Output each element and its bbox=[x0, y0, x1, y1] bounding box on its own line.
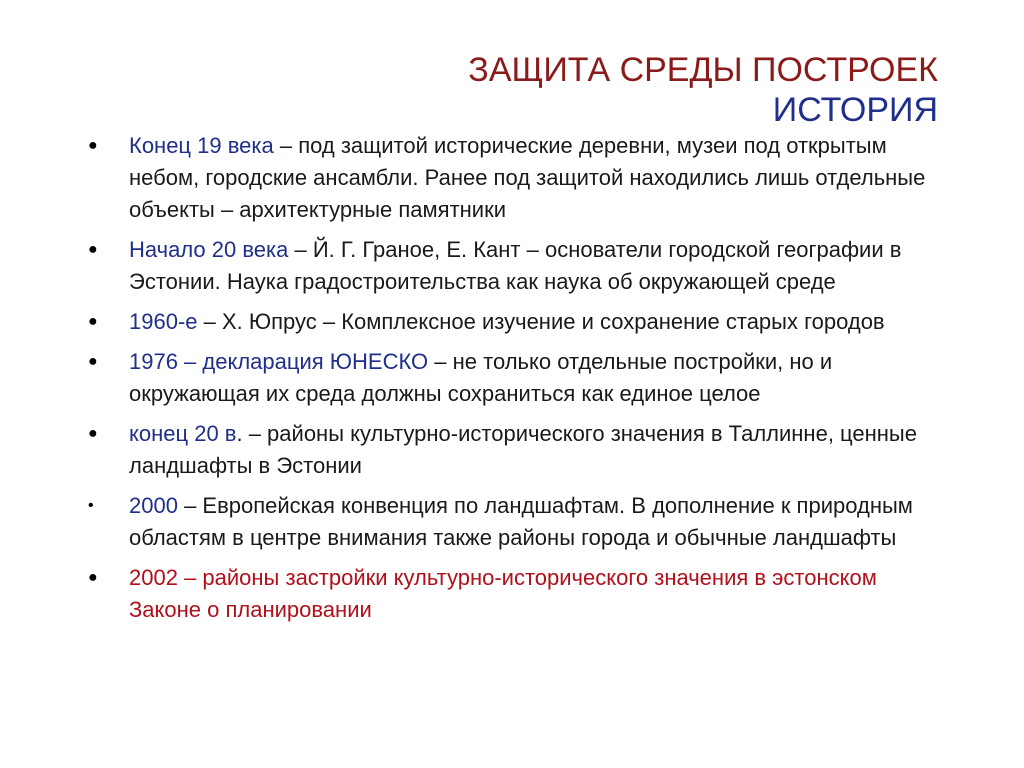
bullet-marker: ● bbox=[88, 569, 98, 586]
bullet-lead: 1976 – декларация ЮНЕСКО bbox=[129, 349, 429, 374]
bullet-text: – Й. Г. Граное, Е. Кант – основатели городской географии в Эстонии. Наука градостроительства как наука об окружающей среде bbox=[129, 237, 902, 294]
bullet-item bbox=[88, 346, 948, 410]
bullet-lead: Конец 19 века bbox=[129, 133, 274, 158]
bullet-item bbox=[88, 130, 948, 226]
bullet-marker: ● bbox=[88, 353, 98, 370]
bullet-text: . – районы культурно-исторического значения в Таллинне, ценные ландшафты в Эстонии bbox=[129, 421, 917, 478]
bullet-text: – Х. Юпрус – Комплексное изучение и сохранение старых городов bbox=[197, 309, 885, 334]
bullet-lead: 1960-е bbox=[129, 309, 198, 334]
bullet-list bbox=[88, 130, 948, 634]
bullet-item bbox=[88, 490, 948, 554]
bullet-text: – не только отдельные постройки, но и окружающая их среда должны сохраниться как единое целое bbox=[129, 349, 833, 406]
bullet-text: – Европейская конвенция по ландшафтам. В дополнение к природным областям в центре внимания также районы города и обычные ландшафты bbox=[129, 493, 913, 550]
bullet-marker: ● bbox=[88, 425, 98, 442]
bullet-marker: • bbox=[88, 497, 94, 514]
bullet-lead: 2002 bbox=[129, 565, 178, 590]
bullet-text: – районы застройки культурно-исторического значения в эстонском Законе о планировании bbox=[129, 565, 877, 622]
bullet-item bbox=[88, 306, 948, 338]
bullet-item bbox=[88, 418, 948, 482]
bullet-marker: ● bbox=[88, 241, 98, 258]
bullet-item bbox=[88, 234, 948, 298]
bullet-marker: ● bbox=[88, 137, 98, 154]
bullet-text: – под защитой исторические деревни, музеи под открытым небом, городские ансамбли. Ранее под защитой находились лишь отдельные объекты – архитектурные памятники bbox=[129, 133, 926, 222]
bullet-marker: ● bbox=[88, 313, 98, 330]
slide-title bbox=[468, 50, 938, 130]
title-line-2: ИСТОРИЯ bbox=[772, 91, 938, 129]
bullet-item bbox=[88, 562, 948, 626]
bullet-lead: Начало 20 века bbox=[129, 237, 289, 262]
bullet-lead: 2000 bbox=[129, 493, 178, 518]
bullet-lead: конец 20 в bbox=[129, 421, 237, 446]
title-line-1: ЗАЩИТА СРЕДЫ ПОСТРОЕК bbox=[468, 51, 938, 89]
